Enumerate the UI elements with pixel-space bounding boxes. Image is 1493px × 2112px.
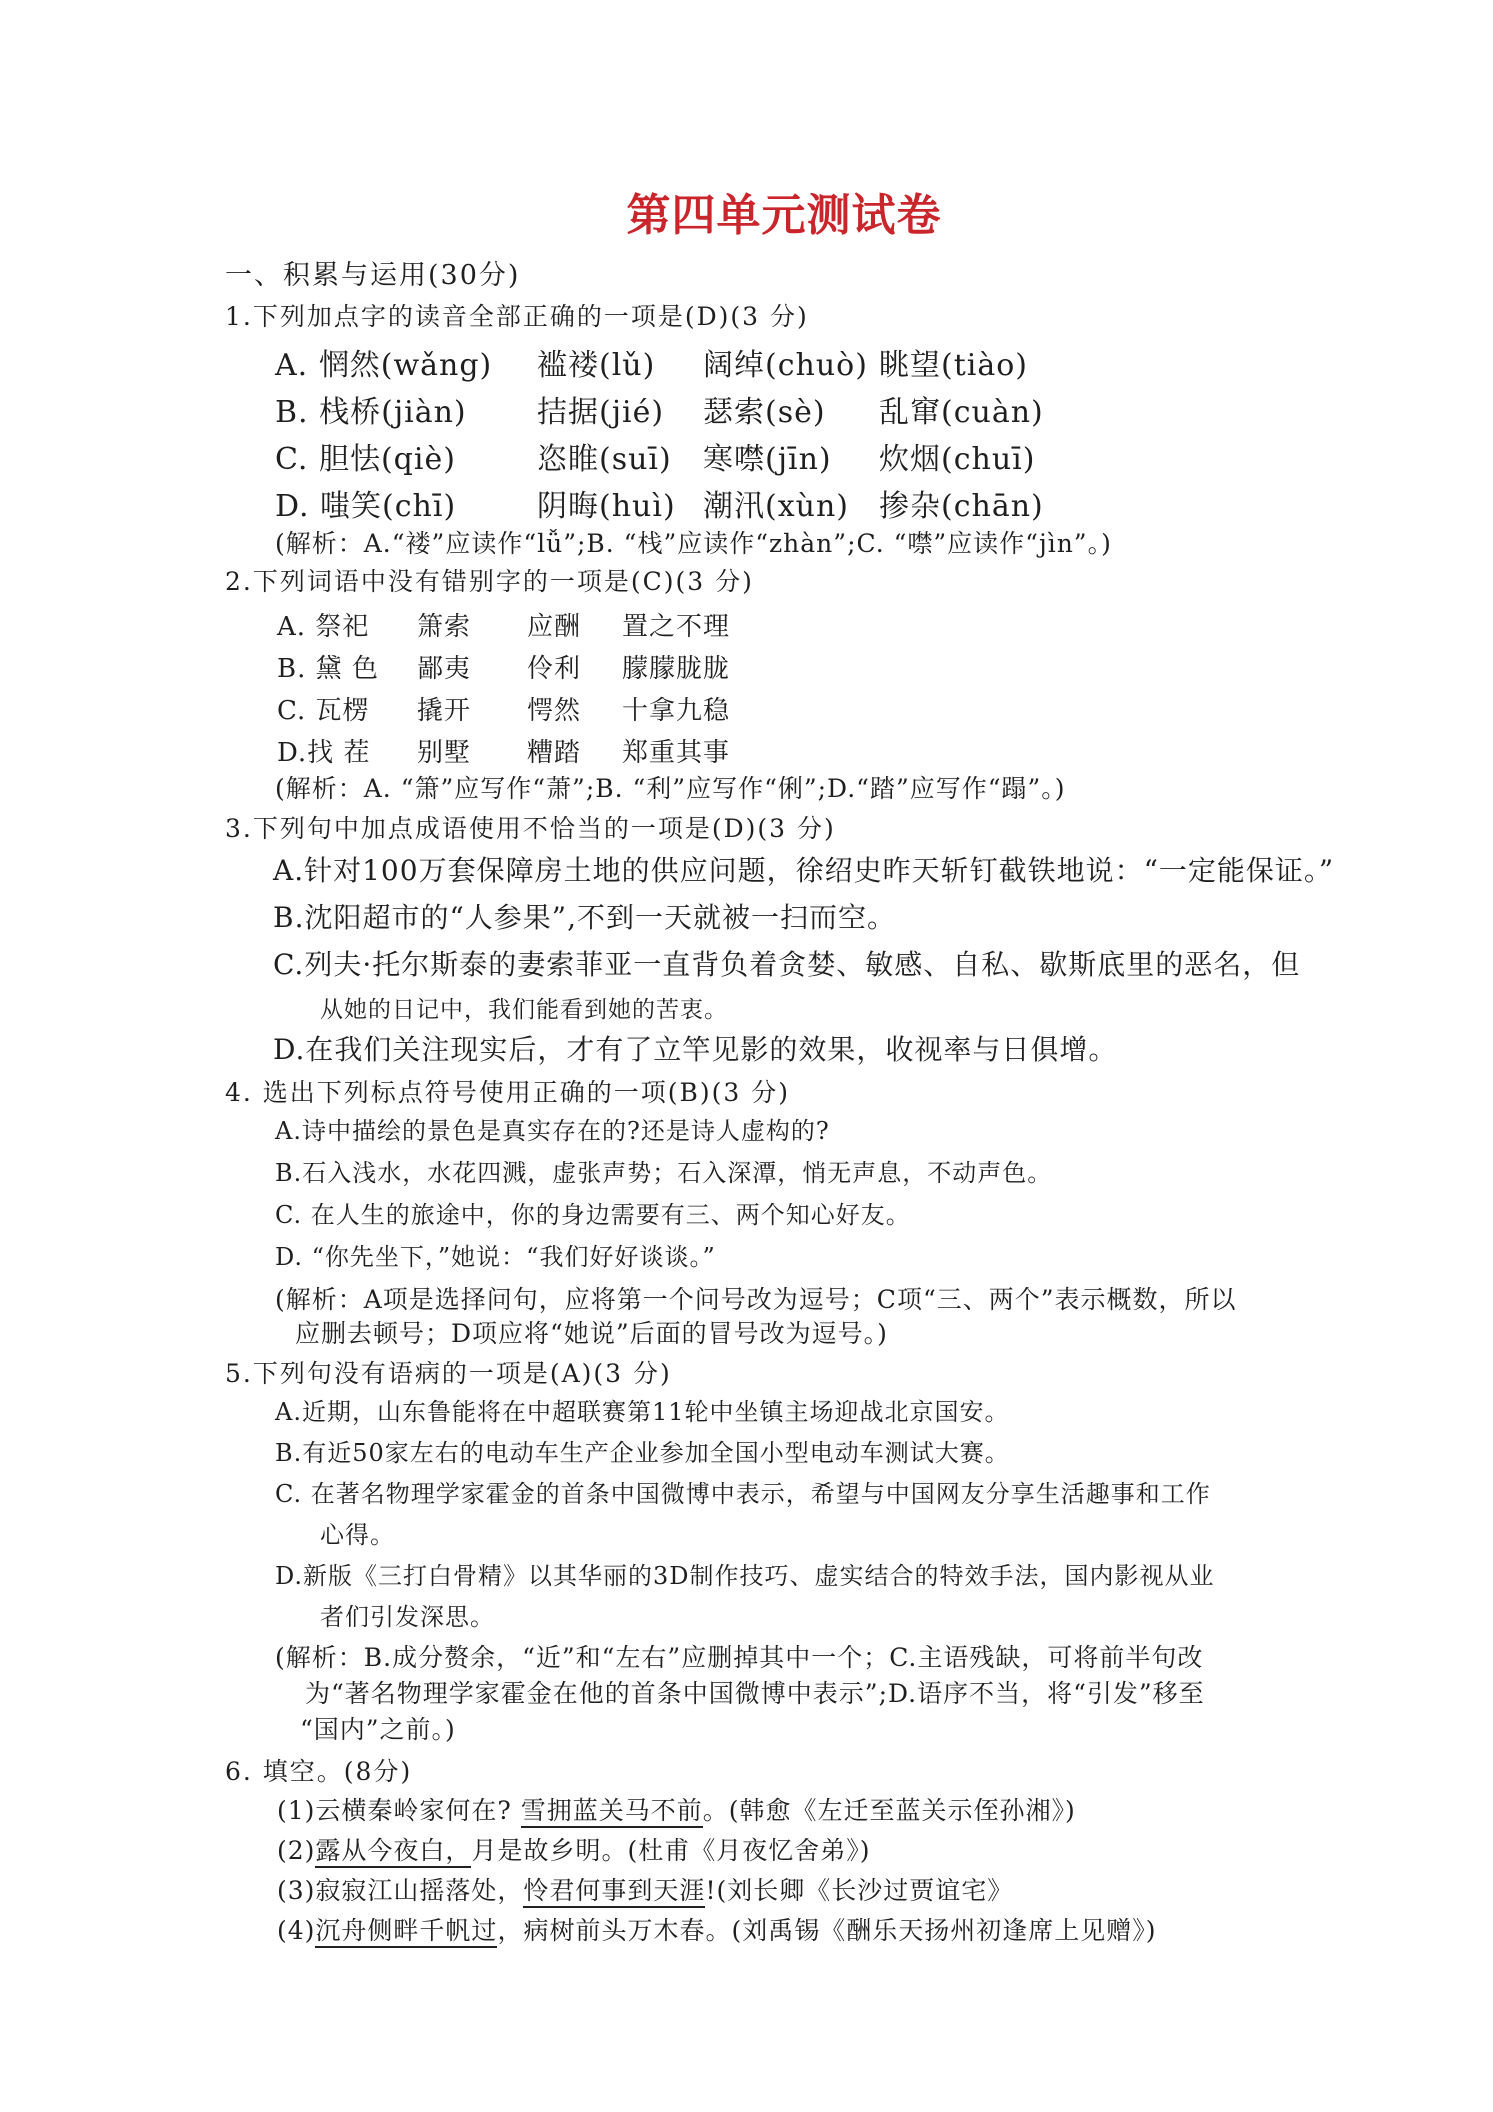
q4-option-a: A.诗中描绘的景色是真实存在的?还是诗人虚构的?	[275, 1116, 830, 1145]
q2-cell: B. 黛 色	[277, 654, 379, 685]
q2-row-d	[277, 730, 730, 772]
q5-option-b: B.有近50家左右的电动车生产企业参加全国小型电动车测试大赛。	[275, 1438, 1010, 1467]
q1-cell: 阴晦(huì)	[537, 489, 676, 525]
q1-cell: 恣睢(suī)	[537, 442, 672, 478]
q2-cell: 朦朦胧胧	[622, 654, 731, 685]
q1-row-b	[275, 386, 1044, 433]
q1-cell: D. 嗤笑(chī)	[275, 489, 457, 525]
q1-stem: 1.下列加点字的读音全部正确的一项是(D)(3 分)	[225, 301, 809, 331]
q4-option-c: C. 在人生的旅途中，你的身边需要有三、两个知心好友。	[275, 1200, 911, 1229]
q6-item-2-post: 月是故乡明。(杜甫《月夜忆舍弟》)	[471, 1835, 871, 1865]
q2-cell: 糟踏	[527, 738, 582, 769]
q1-cell: B. 栈桥(jiàn)	[275, 395, 467, 431]
q6-stem: 6. 填空。(8分)	[225, 1756, 413, 1786]
q5-analysis-line1: (解析：B.成分赘余，“近”和“左右”应删掉其中一个；C.主语残缺，可将前半句改	[275, 1642, 1204, 1672]
q2-stem: 2.下列词语中没有错别字的一项是(C)(3 分)	[225, 566, 754, 596]
q2-row-a	[277, 604, 730, 646]
q1-cell: 掺杂(chān)	[879, 489, 1044, 525]
q3-option-c: C.列夫·托尔斯泰的妻索菲亚一直背负着贪婪、敏感、自私、歇斯底里的恶名，但	[273, 947, 1301, 981]
q2-options-table	[277, 604, 730, 772]
q4-analysis-line1: (解析：A项是选择问句，应将第一个问号改为逗号；C项“三、两个”表示概数，所以	[275, 1284, 1237, 1314]
q6-item-1-post: 。(韩愈《左迁至蓝关示侄孙湘》)	[702, 1795, 1076, 1825]
q3-option-b: B.沈阳超市的“人参果”,不到一天就被一扫而空。	[273, 900, 897, 934]
q6-item-3	[277, 1874, 1343, 1907]
q6-item-4-post: ，病树前头万木春。(刘禹锡《酬乐天扬州初逢席上见赠》)	[497, 1915, 1157, 1945]
q5-option-d-continuation: 者们引发深思。	[320, 1602, 495, 1631]
q5-stem: 5.下列句没有语病的一项是(A)(3 分)	[225, 1358, 672, 1388]
q2-cell: 鄙夷	[417, 654, 472, 685]
page-title: 第四单元测试卷	[626, 190, 942, 241]
q1-options-table	[275, 339, 1044, 527]
q2-cell: 置之不理	[622, 612, 731, 643]
q2-cell: 郑重其事	[622, 738, 731, 769]
q5-option-c-continuation: 心得。	[320, 1520, 395, 1549]
q6-item-3-post: !(刘长卿《长沙过贾谊宅》	[705, 1875, 1014, 1905]
q4-option-b: B.石入浅水，水花四溅，虚张声势；石入深潭，悄无声息，不动声色。	[275, 1158, 1053, 1187]
q1-row-d	[275, 480, 1044, 527]
q3-option-c-continuation: 从她的日记中，我们能看到她的苦衷。	[320, 996, 728, 1023]
q1-cell: 拮据(jié)	[537, 395, 665, 431]
q1-cell: 瑟索(sè)	[703, 395, 826, 431]
q2-cell: 伶利	[527, 654, 582, 685]
q2-cell: A. 祭祀	[277, 612, 370, 643]
q5-option-a: A.近期，山东鲁能将在中超联赛第11轮中坐镇主场迎战北京国安。	[275, 1397, 1010, 1426]
q4-analysis-line2: 应删去顿号；D项应将“她说”后面的冒号改为逗号。)	[295, 1318, 888, 1348]
q1-cell: 潮汛(xùn)	[703, 489, 849, 525]
q2-cell: 箫索	[417, 612, 472, 643]
q6-item-2	[277, 1834, 1343, 1867]
q5-option-c: C. 在著名物理学家霍金的首条中国微博中表示，希望与中国网友分享生活趣事和工作	[275, 1479, 1211, 1508]
q1-cell: 眺望(tiào)	[879, 348, 1029, 384]
q2-cell: C. 瓦楞	[277, 696, 370, 727]
q2-row-b	[277, 646, 730, 688]
q5-option-d: D.新版《三打白骨精》以其华丽的3D制作技巧、虚实结合的特效手法，国内影视从业	[275, 1561, 1215, 1590]
q2-cell: 愕然	[527, 696, 582, 727]
q5-analysis-line3: “国内”之前。)	[300, 1714, 456, 1744]
q6-item-1-pre: (1)云横秦岭家何在?	[277, 1795, 521, 1825]
q2-cell: 十拿九稳	[622, 696, 731, 727]
q1-cell: 寒噤(jīn)	[703, 442, 832, 478]
q6-item-3-pre: (3)寂寂江山摇落处，	[277, 1875, 524, 1905]
q2-cell: D.找 茬	[277, 738, 371, 769]
q1-cell: 炊烟(chuī)	[879, 442, 1036, 478]
q3-option-d: D.在我们关注现实后，才有了立竿见影的效果，收视率与日俱增。	[273, 1032, 1118, 1066]
q6-item-1-underlined-answer: 雪拥蓝关马不前	[521, 1796, 703, 1828]
q2-analysis: (解析：A. “箫”应写作“萧”;B. “利”应写作“俐”;D.“踏”应写作“蹋”。)	[275, 773, 1066, 803]
q3-stem: 3.下列句中加点成语使用不恰当的一项是(D)(3 分)	[225, 813, 836, 843]
q2-row-c	[277, 688, 730, 730]
q1-cell: 乱窜(cuàn)	[879, 395, 1044, 431]
q4-stem: 4. 选出下列标点符号使用正确的一项(B)(3 分)	[225, 1077, 791, 1107]
q6-item-4	[277, 1914, 1343, 1947]
q6-item-4-underlined-answer: 沉舟侧畔千帆过	[315, 1916, 497, 1948]
q1-cell: C. 胆怯(qiè)	[275, 442, 456, 478]
q6-item-3-underlined-answer: 怜君何事到天涯	[523, 1876, 705, 1908]
q2-cell: 应酬	[527, 612, 582, 643]
q5-analysis-line2: 为“著名物理学家霍金在他的首条中国微博中表示”;D.语序不当，将“引发”移至	[305, 1678, 1205, 1708]
q1-cell: 褴褛(lǔ)	[537, 348, 656, 384]
q6-item-2-underlined-answer: 露从今夜白，	[315, 1836, 471, 1868]
q3-option-a: A.针对100万套保障房土地的供应问题，徐绍史昨天斩钉截铁地说：“一定能保证。”	[273, 853, 1335, 887]
q1-analysis: (解析：A.“褛”应读作“lǚ”;B. “栈”应读作“zhàn”;C. “噤”应读作“jìn”。)	[275, 528, 1112, 558]
q1-cell: 阔绰(chuò)	[703, 348, 868, 384]
q2-cell: 撬开	[417, 696, 472, 727]
q1-row-c	[275, 433, 1044, 480]
q6-item-1	[277, 1794, 1343, 1827]
q6-item-4-pre: (4)	[277, 1915, 316, 1945]
q4-option-d: D. “你先坐下，”她说：“我们好好谈谈。”	[275, 1242, 716, 1271]
section-heading: 一、积累与运用(30分)	[225, 259, 521, 291]
q1-cell: A. 惘然(wǎng)	[275, 348, 493, 384]
q1-row-a	[275, 339, 1044, 386]
q6-item-2-pre: (2)	[277, 1835, 316, 1865]
q2-cell: 别墅	[417, 738, 472, 769]
